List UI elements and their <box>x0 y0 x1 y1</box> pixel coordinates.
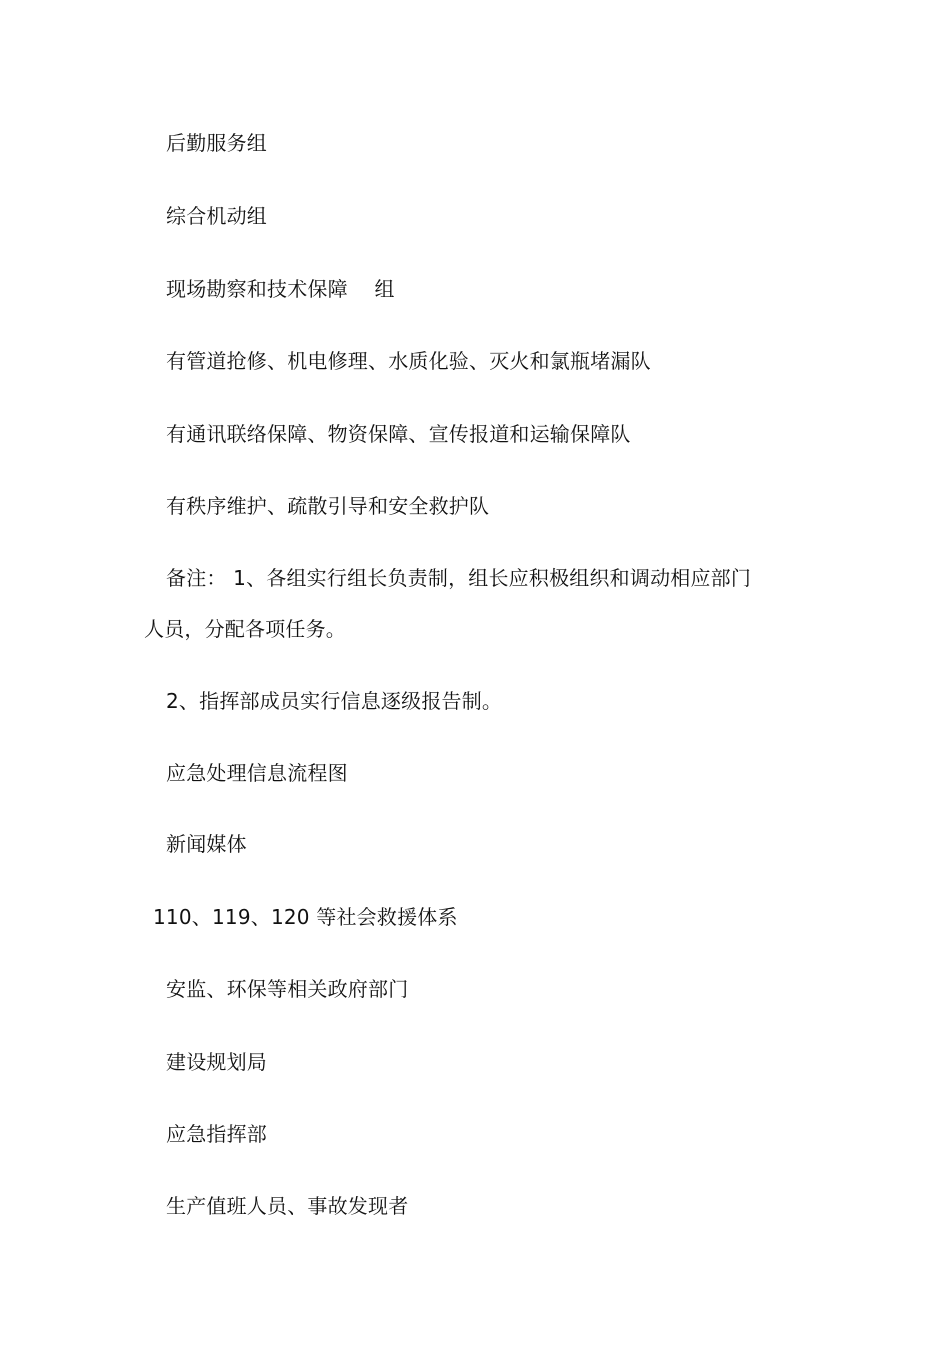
text-communication-team: 有通讯联络保障、物资保障、宣传报道和运输保障队 <box>166 422 631 446</box>
text-note-1: 备注： 1、各组实行组长负责制，组长应积极组织和调动相应部门 <box>166 566 752 590</box>
text-repair-team: 有管道抢修、机电修理、水质化验、灭火和氯瓶堵漏队 <box>166 349 651 373</box>
text-note-1-continued: 人员，分配各项任务。 <box>144 617 346 641</box>
text-social-rescue: 110、119、120 等社会救援体系 <box>153 905 458 929</box>
text-flowchart-title: 应急处理信息流程图 <box>166 761 348 785</box>
text-planning-bureau: 建设规划局 <box>166 1050 267 1074</box>
text-logistics-group: 后勤服务组 <box>166 131 267 155</box>
text-survey-group: 现场勘察和技术保障 组 <box>166 277 395 301</box>
text-news-media: 新闻媒体 <box>166 832 247 856</box>
text-government-departments: 安监、环保等相关政府部门 <box>166 977 409 1001</box>
text-note-2: 2、指挥部成员实行信息逐级报告制。 <box>166 689 503 713</box>
text-emergency-command: 应急指挥部 <box>166 1122 267 1146</box>
text-duty-personnel: 生产值班人员、事故发现者 <box>166 1194 409 1218</box>
text-order-team: 有秩序维护、疏散引导和安全救护队 <box>166 494 490 518</box>
text-mobile-group: 综合机动组 <box>166 204 267 228</box>
